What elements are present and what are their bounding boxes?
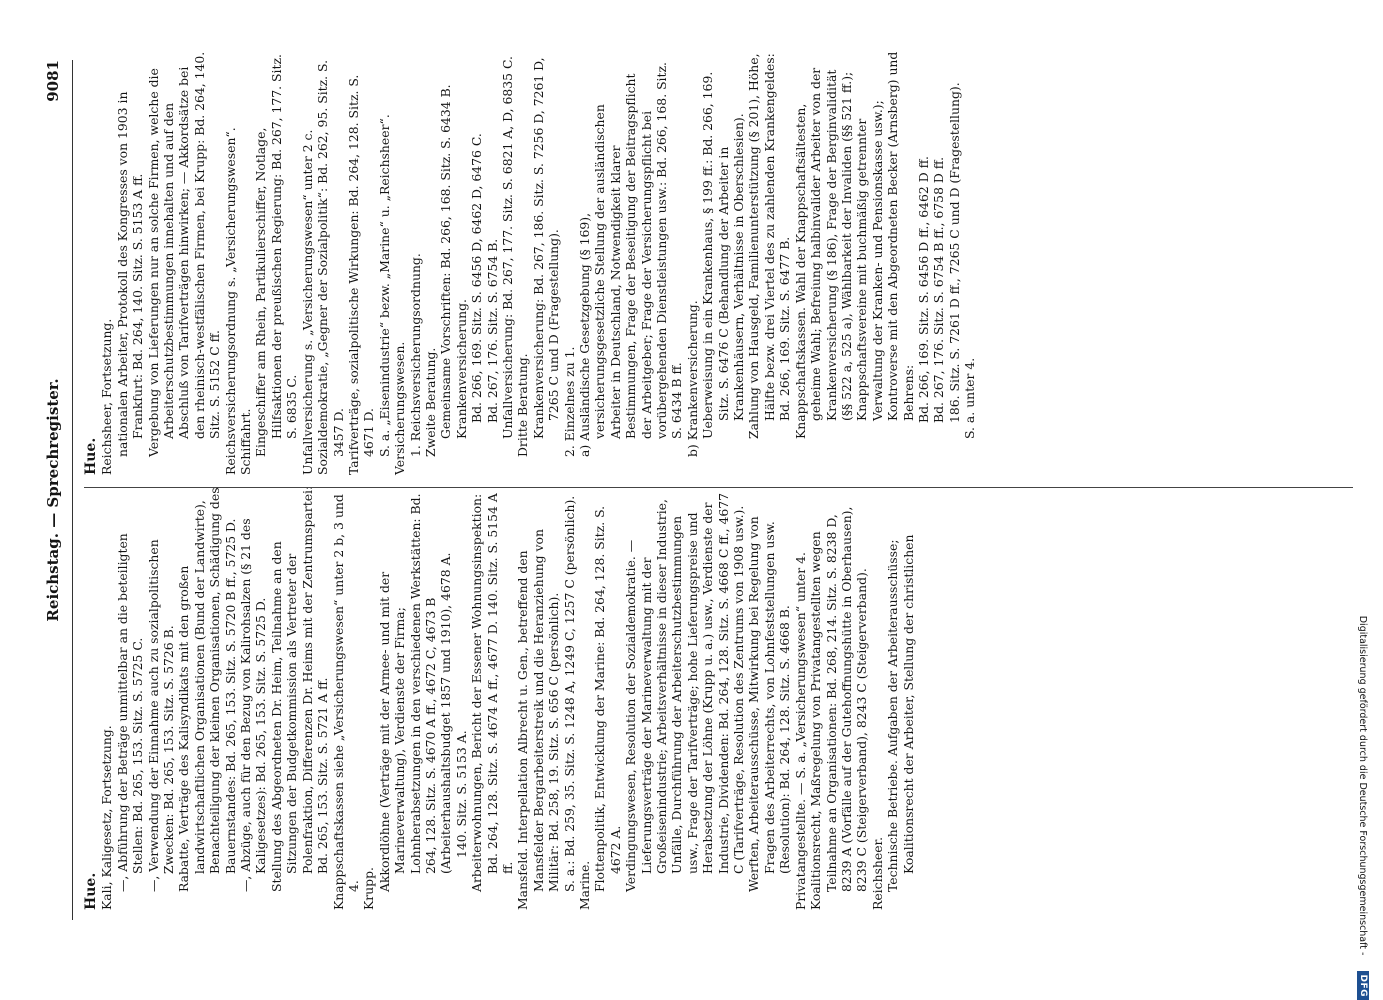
index-entry: b) Krankenversicherung.	[684, 300, 700, 457]
index-entry: Mansfeld. Interpellation Albrecht u. Gen., betreffend den Mansfelder Bergarbeiterstreik und die Heranziehung von Militär: Bd. 258, 19. Sitz. S. 656 C (persönlich).	[515, 529, 562, 910]
index-entry: —, Verwendung der Einnahme auch zu sozialpolitischen Zwecken: Bd. 265, 153. Sitz. S. 5726 B.	[145, 539, 177, 892]
index-entry: Unfallversicherung: Bd. 267, 177. Sitz. S. 6821 A, D, 6835 C.	[499, 56, 515, 439]
index-entry: Vergebung von Lieferungen nur an solche Firmen, welche die Arbeiterschutzbestimmungen innehalten und auf den Abschluß von Tarifverträgen hinwirken; — Akkordsätze bei den rheinisch-westfälischen Firmen, bei Krupp: Bd. 264, 140. Sitz. S. 5152 C ff.	[145, 51, 223, 457]
digitization-strip	[1343, 0, 1383, 1000]
index-entry: Bd. 266, 169. Sitz. S. 6456 D, 6462 D, 6476 C.	[469, 133, 485, 423]
index-entry: Werften, Arbeiterausschüsse, Mitwirkung bei Regelung von Fragen des Arbeiterrechts, von Lohnfeststellungen usw. (Resolution): Bd. 264, 128. Sitz. S. 4668 B.	[746, 516, 793, 892]
index-entry: Rabatte, Verträge des Kalisyndikats mit den großen landwirtschaftlichen Organisationen (Bund der Landwirte), Benachteiligung der kleinen Organisationen, Schädigung des Bauernstandes: Bd. 265, 153. Sitz. S. 5720 B ff., 5725 D.	[176, 487, 238, 892]
index-entry: Zahlung von Hausgeld, Familienunterstützung (§ 201), Höhe, Hälfte bezw. drei Viertel des zu zahlenden Krankengeldes: Bd. 266, 169. Sitz. S. 6477 B.	[746, 53, 793, 439]
digitization-note: Digitalisierung gefördert durch die Deutsche Forschungsgemeinschaft -	[1357, 615, 1369, 956]
index-entry: S. a. „Eisenindustrie“ bezw. „Marine“ u. „Reichsheer“.	[376, 114, 392, 457]
index-entry: Bd. 267, 176. Sitz. S. 6754 B.	[484, 238, 500, 423]
index-entry: Koalitionsrecht, Maßregelung von Privatangestellten wegen Teilnahme an Organisationen: Bd. 268, 214. Sitz. S. 8238 D, 8239 A (Vorfälle auf der Gutehoffnungshütte in Oberhausen), 8239 C (Steigerverband), 8243 C (Steigerverband).	[808, 506, 870, 910]
right-column-heading: Hue.	[83, 437, 99, 475]
index-entry: Bd. 267, 176. Sitz. S. 6754 B ff., 6758 D ff.	[931, 156, 947, 423]
index-entry: Privatangestellte. — S. a. „Versicherungswesen“ unter 4.	[792, 552, 808, 910]
index-entry: Arbeiterwohnungen, Bericht der Essener Wohnungsinspektion: Bd. 264, 128. Sitz. S. 4674 A ff., 4677 D. 140. Sitz. S. 5154 A ff.	[469, 493, 515, 892]
index-entry: Reichsversicherungsordnung s. „Versicherungswesen“.	[222, 127, 238, 475]
index-entry: Stellung des Abgeordneten Dr. Heim, Teilnahme an den Sitzungen der Budgetkommission als Vertreter der Polenfraktion, Differenzen Dr. Heims mit der Zentrumspartei: Bd. 265, 153. Sitz. S. 5721 A ff.	[268, 485, 331, 892]
column-divider	[84, 487, 1353, 488]
index-entry: Flottenpolitik, Entwicklung der Marine: Bd. 264, 128. Sitz. S. 4672 A.	[592, 505, 623, 892]
index-entry: Tarifverträge, sozialpolitische Wirkungen: Bd. 264, 128. Sitz. S. 4671 D.	[345, 74, 377, 475]
index-entry: Kali, Kaligesetz, Fortsetzung.	[99, 725, 115, 910]
index-entry: —, Abzüge, auch für den Bezug von Kalirohsalzen (§ 21 des Kaligesetzes): Bd. 265, 153. Sitz. S. 5725 D.	[238, 518, 269, 892]
right-column	[84, 50, 978, 475]
index-entry: S. a. unter 4.	[962, 357, 978, 439]
index-entry: 2. Einzelnes zu 1.	[561, 346, 577, 457]
index-entry: Krupp.	[361, 867, 377, 910]
index-entry: Schiffahrt.	[238, 408, 254, 475]
index-entry: Unfallversicherung s. „Versicherungswesen“ unter 2 c.	[299, 129, 315, 475]
index-entry: 140. Sitz. S. 5153 A.	[453, 730, 469, 858]
index-entry: —, Abführung der Beträge unmittelbar an die beteiligten Stellen: Bd. 265, 153. Sitz. S. 5725 C.	[114, 533, 146, 892]
index-entry: Marine.	[577, 860, 592, 910]
index-entry: Knappschaftskassen. Wahl der Knappschaftsältesten, geheime Wahl; Befreiung halbinvalider Arbeiter von der Krankenversicherung (§ 186), Frage der Berginvalidität (§§ 522 a, 525 a), Wählbarkeit der Invaliden (§§ 521 ff.); Knappschaftsvereine mit buchmäßig getrennter Verwaltung der Kranken- und Pensionskasse usw.); Kontroverse mit den Abgeordneten Becker (Arnsberg) und Behrens:	[792, 51, 916, 439]
index-entry: Dritte Beratung.	[515, 353, 531, 457]
left-column	[84, 485, 916, 910]
page-number: 9081	[44, 60, 62, 102]
index-entry: S. a.: Bd. 259, 35. Sitz. S. 1248 A, 1249 C, 1257 C (persönlich).	[561, 495, 577, 892]
right-column-entries	[99, 50, 977, 475]
index-entry: Verdingungswesen, Resolution der Sozialdemokratie. — Lieferungsverträge der Marineverwaltung mit der Großeisenindustrie; Arbeitsverhältnisse in dieser Industrie, Unfälle, Durchführung der Arbeiterschutzbestimmungen usw., Frage der Tarifverträge; hohe Lieferungspreise und Herabsetzung der Löhne (Krupp u. a.) usw., Verdienste der Industrie, Dividenden: Bd. 264, 128. Sitz. S. 4668 C ff., 4677 C (Tarifverträge, Resolution des Zentrums von 1908 usw.).	[623, 492, 747, 892]
index-entry: Reichsheer.	[869, 836, 885, 910]
index-entry: Gemeinsame Vorschriften: Bd. 266, 168. Sitz. S. 6434 B.	[438, 84, 454, 439]
index-entry: Akkordlöhne (Verträge mit der Armee- und mit der Marineverwaltung), Verdienste der Firma; Lohnherabsetzungen in den verschiedenen Werkstätten: Bd. 264, 128. Sitz. S. 4670 A ff., 4672 C, 4673 B (Arbeiterhaushaltsbudget 1857 und 1910), 4678 A.	[376, 493, 454, 892]
left-column-entries	[99, 485, 916, 910]
index-entry: Reichsheer, Fortsetzung.	[99, 318, 115, 475]
index-entry: 1. Reichsversicherungsordnung.	[407, 253, 423, 457]
dfg-logo: DFG	[1357, 971, 1369, 1000]
index-entry: Knappschaftskassen siehe „Versicherungswesen“ unter 2 b, 3 und 4.	[330, 494, 361, 910]
index-entry: Krankenversicherung.	[453, 299, 469, 439]
index-entry: Sozialdemokratie, „Gegner der Sozialpolitik“: Bd. 262, 95. Sitz. S. 3457 D.	[315, 59, 346, 475]
header-title: Reichstag. — Sprechregister.	[44, 378, 62, 622]
index-entry: Zweite Beratung.	[422, 347, 438, 457]
index-entry: Bd. 266, 169. Sitz. S. 6456 D ff., 6462 D ff.	[915, 156, 931, 423]
index-entry: Eingeschiffer am Rhein, Partikulierschiffer, Notlage, Hilfsaktionen der preußischen Regierung: Bd. 267, 177. Sitz. S. 6835 C.	[253, 54, 300, 457]
index-entry: nationalen Arbeiter, Protokoll des Kongresses von 1903 in Frankfurt: Bd. 264, 140. Sitz. S. 5153 A ff.	[114, 91, 146, 457]
running-header	[38, 90, 68, 910]
index-entry: a) Ausländische Gesetzgebung (§ 169), versicherungsgesetzliche Stellung der ausländischen Arbeiter in Deutschland, Notwendigkeit klarer Bestimmungen, Frage der Beseitigung der Beitragspflicht der Arbeitgeber; Frage der Versicherungspflicht bei vorübergehenden Dienstleistungen usw.: Bd. 266, 168. Sitz. S. 6434 B ff.	[577, 62, 685, 457]
index-entry: 186. Sitz. S. 7261 D ff., 7265 C und D (Fragestellung).	[946, 82, 962, 423]
index-entry: Krankenversicherung: Bd. 267, 186. Sitz. S. 7256 D, 7261 D, 7265 C und D (Fragestellung).	[530, 57, 562, 439]
index-entry: Ueberweisung in ein Krankenhaus, § 199 ff.: Bd. 266, 169. Sitz. S. 6476 C (Behandlung der Arbeiter in Krankenhäusern, Verhältnisse in Oberschlesien).	[700, 71, 747, 439]
index-entry: Versicherungswesen.	[392, 341, 408, 475]
index-entry: Technische Betriebe. Aufgaben der Arbeiterausschüsse; Koalitionsrecht der Arbeiter, Stellung der christlichen	[885, 534, 916, 892]
left-column-heading: Hue.	[83, 872, 99, 910]
header-rule	[72, 60, 73, 920]
